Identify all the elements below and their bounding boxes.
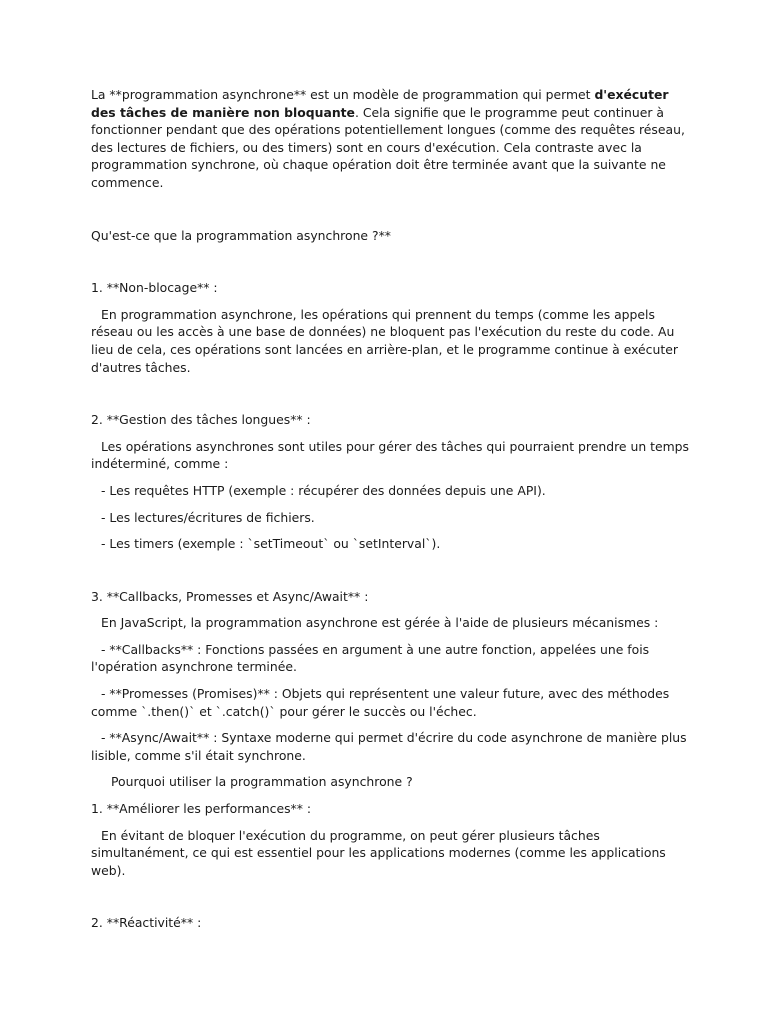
intro-text-end: . Cela signifie que le programme peut continuer à fonctionner pendant que des opérations potentiellement longues (comme des requêtes réseau, des lectures de fichiers, ou des timers) sont en cours d'exécution. Cela contraste avec la programmation synchrone, où chaque opération doit être terminée avant que la suivante ne commence. — [91, 104, 685, 190]
section-3-item: - **Async/Await** : Syntaxe moderne qui permet d'écrire du code asynchrone de manière plus lisible, comme s'il était synchrone. — [91, 730, 687, 763]
section-3-heading: 3. **Callbacks, Promesses et Async/Await** : — [91, 588, 369, 604]
section-1 — [91, 306, 691, 376]
section-3 — [91, 614, 691, 764]
question-heading: Qu'est-ce que la programmation asynchrone ?** — [91, 227, 391, 243]
section-2-item: - Les timers (exemple : `setTimeout` ou `setInterval`). — [101, 536, 441, 552]
section-2-item: - Les lectures/écritures de fichiers. — [101, 509, 315, 525]
intro-bold-text: d'exécuter des tâches de manière non bloquante — [91, 87, 669, 120]
section-2-item: - Les requêtes HTTP (exemple : récupérer des données depuis une API). — [101, 482, 546, 498]
section-3-body: En JavaScript, la programmation asynchrone est gérée à l'aide de plusieurs mécanismes : — [101, 615, 659, 631]
section-4-body: En évitant de bloquer l'exécution du programme, on peut gérer plusieurs tâches simultanément, ce qui est essentiel pour les applications modernes (comme les applications web). — [91, 827, 666, 878]
section-3-item: - **Promesses (Promises)** : Objets qui représentent une valeur future, avec des méthodes comme `.then()` et `.catch()` pour gérer le succès ou l'échec. — [91, 686, 670, 719]
section-1-heading: 1. **Non-blocage** : — [91, 280, 218, 296]
section-2-body: Les opérations asynchrones sont utiles pour gérer des tâches qui pourraient prendre un temps indéterminé, comme : — [91, 438, 689, 472]
intro-paragraph — [91, 86, 691, 192]
section-5-heading: 2. **Réactivité** : — [91, 915, 202, 931]
intro-text-start: La **programmation asynchrone** est un modèle de programmation qui permet — [91, 87, 595, 102]
section-3-item: - **Callbacks** : Fonctions passées en argument à une autre fonction, appelées une fois l'opération asynchrone terminée. — [91, 641, 650, 675]
section-4-heading: 1. **Améliorer les performances** : — [91, 801, 312, 817]
why-question-heading: Pourquoi utiliser la programmation asynchrone ? — [111, 774, 413, 790]
section-2-heading: 2. **Gestion des tâches longues** : — [91, 412, 311, 428]
section-1-body: En programmation asynchrone, les opérations qui prennent du temps (comme les appels réseau ou les accès à une base de données) ne bloquent pas l'exécution du reste du code. Au lieu de cela, ces opérations sont lancées en arrière-plan, et le programme continue à exécuter d'autres tâches. — [91, 306, 678, 375]
document-page — [91, 86, 691, 932]
section-2 — [91, 438, 691, 553]
section-4 — [91, 827, 691, 880]
